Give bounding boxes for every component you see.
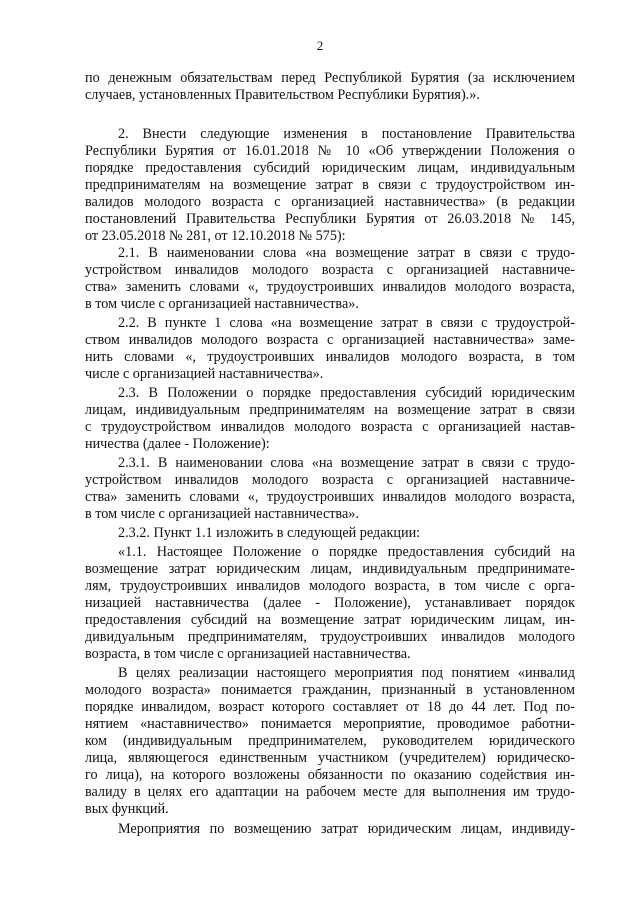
- text-line: нить словами «, трудоустроивших инвалидов молодого возраста, в том: [85, 349, 575, 365]
- text-line: возраста, в том числе с организацией наставничества.: [85, 646, 411, 662]
- text-line: лица, являющегося единственным участником (учредителем) юридическо-: [85, 750, 575, 766]
- text-line: от 23.05.2018 № 281, от 12.10.2018 № 575):: [85, 228, 346, 244]
- text-line: постановлений Правительства Республики Бурятия от 26.03.2018 № 145,: [85, 211, 575, 227]
- text-line: валиду в целях его адаптации на рабочем месте для выполнения им трудо-: [85, 784, 575, 800]
- text-line: 2.2. В пункте 1 слова «на возмещение затрат в связи с трудоустрой-: [118, 315, 575, 331]
- text-line: ства» заменить словами «, трудоустроивших инвалидов молодого возраста,: [85, 279, 575, 295]
- text-line: 2.3.1. В наименовании слова «на возмещение затрат в связи с трудо-: [118, 455, 575, 471]
- text-line: в том числе с организацией наставничества».: [85, 506, 359, 522]
- text-line: 2.3. В Положении о порядке предоставления субсидий юридическим: [118, 385, 575, 401]
- text-line: числе с организацией наставничества».: [85, 366, 324, 382]
- text-line: устройством инвалидов молодого возраста с организацией наставниче-: [85, 472, 575, 488]
- text-line: предоставления субсидий на возмещение затрат юридическим лицам, ин-: [85, 612, 575, 628]
- text-line: Республики Бурятия от 16.01.2018 № 10 «Об утверждении Положения о: [85, 143, 575, 159]
- text-line: ства» заменить словами «, трудоустроивших инвалидов молодого возраста,: [85, 489, 575, 505]
- text-line: 2.1. В наименовании слова «на возмещение затрат в связи с трудо-: [118, 245, 575, 261]
- text-line: устройством инвалидов молодого возраста с организацией наставниче-: [85, 262, 575, 278]
- text-line: порядке инвалидом, возраст которого составляет от 18 до 44 лет. Под по-: [85, 699, 575, 715]
- text-line: ничества (далее - Положение):: [85, 436, 270, 452]
- text-line: 2. Внести следующие изменения в постановление Правительства: [118, 126, 575, 142]
- text-line: «1.1. Настоящее Положение о порядке предоставления субсидий на: [118, 544, 575, 560]
- text-line: по денежным обязательствам перед Республикой Бурятия (за исключением: [85, 70, 575, 86]
- text-line: Мероприятия по возмещению затрат юридическим лицам, индивиду-: [118, 821, 575, 837]
- text-line: В целях реализации настоящего мероприятия под понятием «инвалид: [118, 665, 575, 681]
- page-number: 2: [316, 38, 324, 53]
- text-line: ством инвалидов молодого возраста с организацией наставничества» заме-: [85, 332, 575, 348]
- text-line: дивидуальным предпринимателям, трудоустроивших инвалидов молодого: [85, 629, 575, 645]
- text-line: с трудоустройством инвалидов молодого возраста с организацией настав-: [85, 419, 575, 435]
- text-line: случаев, установленных Правительством Республики Бурятия).».: [85, 87, 480, 103]
- text-line: низацией наставничества (далее - Положение), устанавливает порядок: [85, 595, 575, 611]
- text-line: порядке предоставления субсидий юридическим лицам, индивидуальным: [85, 160, 575, 176]
- text-line: молодого возраста» понимается гражданин, признанный в установленном: [85, 682, 575, 698]
- text-line: в том числе с организацией наставничества».: [85, 296, 359, 312]
- text-line: го лица), на которого возложены обязанности по оказанию содействия ин-: [85, 767, 575, 783]
- text-line: лям, трудоустроивших инвалидов молодого возраста, в том числе с орга-: [85, 578, 575, 594]
- text-line: валидов молодого возраста с организацией наставничества» (в редакции: [85, 194, 575, 210]
- text-line: нятием «наставничество» понимается мероприятие, проводимое работни-: [85, 716, 575, 732]
- text-line: вых функций.: [85, 801, 169, 817]
- text-line: лицам, индивидуальным предпринимателям на возмещение затрат в связи: [85, 402, 575, 418]
- text-line: возмещение затрат юридическим лицам, индивидуальным предпринимате-: [85, 561, 575, 577]
- text-line: предпринимателям на возмещение затрат в связи с трудоустройством ин-: [85, 177, 575, 193]
- text-line: 2.3.2. Пункт 1.1 изложить в следующей редакции:: [118, 525, 421, 541]
- text-line: ком (индивидуальным предпринимателем, руководителем юридического: [85, 733, 575, 749]
